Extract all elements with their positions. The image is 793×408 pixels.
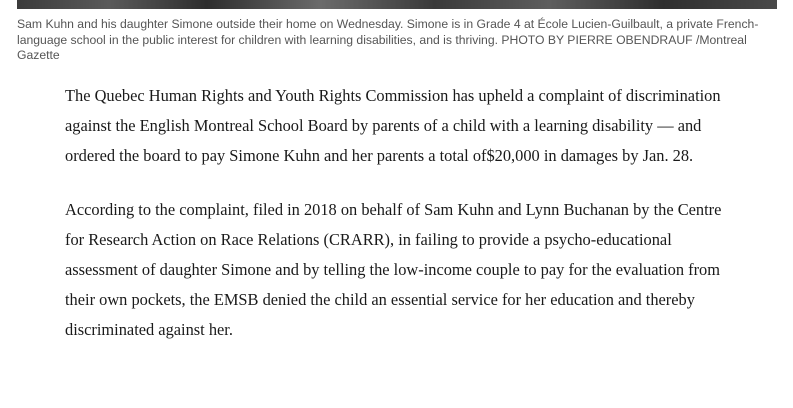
article-paragraph: The Quebec Human Rights and Youth Rights Commission has upheld a complaint of discrimination against the English Montreal School Board by parents of a child with a learning disability — and ordered the board to pay Simone Kuhn and her parents a total of$20,000 in damages by Jan. 28. [65,86,721,165]
article-paragraph: According to the complaint, filed in 2018 on behalf of Sam Kuhn and Lynn Buchanan by the Centre for Research Action on Race Relations (CRARR), in failing to provide a psycho-educational assessment of daughter Simone and by telling the low-income couple to pay for the evaluation from their own pockets, the EMSB denied the child an essential service for her education and thereby discriminated against her. [65,200,722,339]
article-photo[interactable] [17,0,777,9]
photo-caption: Sam Kuhn and his daughter Simone outside their home on Wednesday. Simone is in Grade 4 at École Lucien-Guilbault, a private French-language school in the public interest for children with learning disabilities, and is thriving. PHOTO BY PIERRE OBENDRAUF /Montreal Gazette [17,17,759,62]
article-body [65,81,730,369]
